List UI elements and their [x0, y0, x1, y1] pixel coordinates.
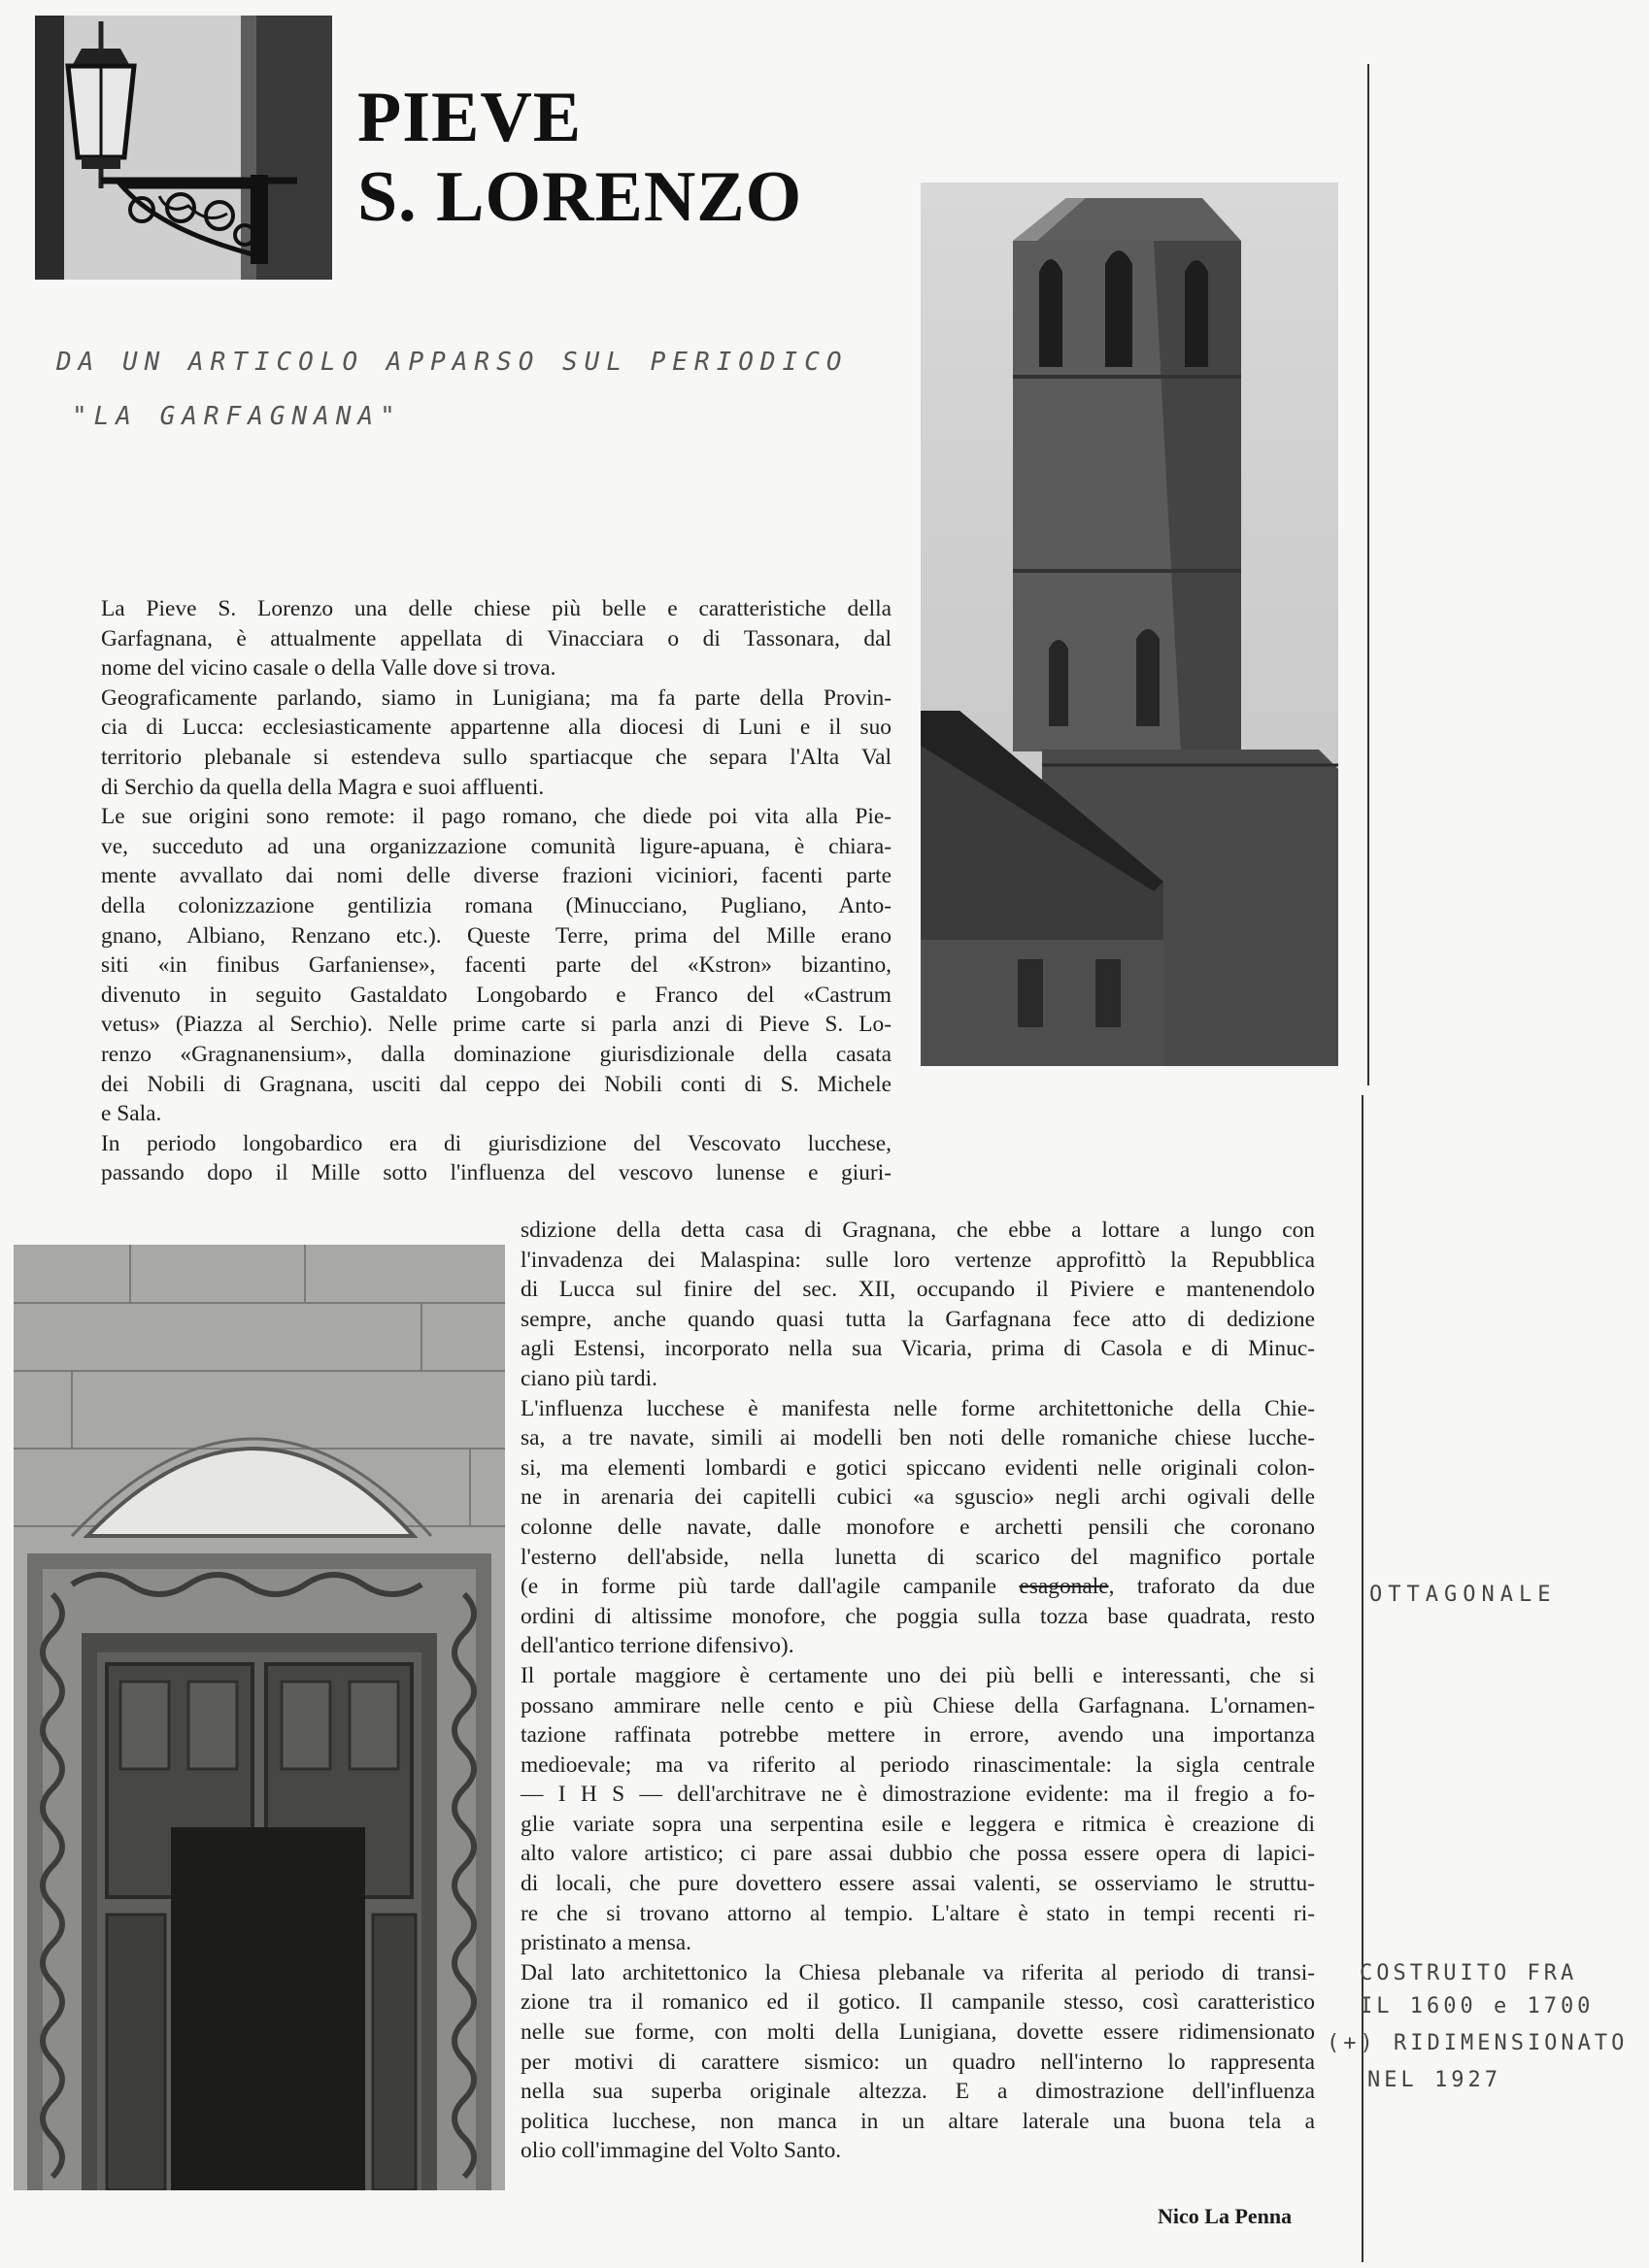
- text-line: dei Nobili di Gragnana, usciti dal ceppo dei Nobili conti di S. Michele: [101, 1071, 892, 1097]
- text-line: Il portale maggiore è certamente uno dei più belli e interessanti, che si: [521, 1662, 1315, 1688]
- text-line: colonne delle navate, dalle monofore e archetti pensili che coronano: [521, 1514, 1315, 1540]
- text-line: siti «in finibus Garfaniense», facenti parte del «Kstron» bizantino,: [101, 952, 892, 979]
- text-line: di Lucca sul finire del sec. XII, occupando il Piviere e mantenendolo: [521, 1277, 1315, 1303]
- handwritten-side-note-4: NEL 1927: [1367, 2068, 1501, 2092]
- text-line: olio coll'immagine del Volto Santo.: [521, 2138, 842, 2164]
- text-line: nella sua superba originale altezza. E a dimostrazione dell'influenza: [521, 2079, 1315, 2105]
- text-line: politica lucchese, non manca in un altare laterale una buona tela a: [521, 2108, 1315, 2134]
- text-line: re che si trovano attorno al tempio. L'altare è stato in tempi recenti ri-: [521, 1900, 1315, 1926]
- margin-rule-bottom: [1362, 1095, 1363, 2262]
- text-line: territorio plebanale si estendeva sullo spartiacque che separa l'Alta Val: [101, 744, 892, 770]
- text-fragment: (e in forme più tarde dall'agile campanile: [521, 1574, 1020, 1600]
- text-line: di Serchio da quella della Magra e suoi affluenti.: [101, 774, 545, 800]
- text-line: ve, succeduto ad una organizzazione comunità ligure-apuana, è chiara-: [101, 833, 892, 859]
- text-line: divenuto in seguito Gastaldato Longobardo e Franco del «Castrum: [101, 982, 892, 1008]
- handwritten-note-line-1: DA UN ARTICOLO APPARSO SUL PERIODICO: [56, 348, 849, 377]
- text-line: ciano più tardi.: [521, 1365, 657, 1391]
- text-line: per motivi di carattere sismico: un quadro nell'interno lo rappresenta: [521, 2049, 1315, 2075]
- text-line: pristinato a mensa.: [521, 1930, 692, 1956]
- margin-rule-top: [1367, 64, 1369, 1085]
- lamp-photo: [35, 16, 332, 280]
- title-line-2: S. LORENZO: [357, 157, 803, 237]
- handwritten-note-line-2: "LA GARFAGNANA": [72, 402, 402, 431]
- text-line: — I H S — dell'architrave ne è dimostrazione evidente: ma il fregio a fo-: [521, 1782, 1315, 1808]
- handwritten-side-note-1: COSTRUITO FRA: [1360, 1961, 1578, 1985]
- article-column-2: [521, 1216, 1315, 2166]
- text-line: tazione raffinata potrebbe mettere in errore, avendo una importanza: [521, 1722, 1315, 1749]
- text-line: gnano, Albiano, Renzano etc.). Queste Terre, prima del Mille erano: [101, 922, 892, 949]
- text-line: renzo «Gragnanensium», dalla dominazione giurisdizionale della casata: [101, 1041, 892, 1067]
- bell-tower-illustration: [921, 183, 1338, 1066]
- text-line: e Sala.: [101, 1101, 162, 1127]
- text-line: cia di Lucca: ecclesiasticamente appartenne alla diocesi di Luni e il suo: [101, 715, 892, 741]
- text-line: La Pieve S. Lorenzo una delle chiese più belle e caratteristiche della: [101, 596, 892, 621]
- text-line: vetus» (Piazza al Serchio). Nelle prime carte si parla anzi di Pieve S. Lo-: [101, 1012, 892, 1038]
- text-line: zione tra il romanico ed il gotico. Il campanile stesso, così caratteristico: [521, 1989, 1315, 2016]
- text-line: passando dopo il Mille sotto l'influenza del vescovo lunense e giuri-: [101, 1160, 892, 1186]
- text-line: l'invadenza dei Malaspina: sulle loro vertenze approfittò la Repubblica: [521, 1247, 1315, 1273]
- text-line: ordini di altissime monofore, che poggia sulla tozza base quadrata, resto: [521, 1603, 1315, 1629]
- text-line: dell'antico terrione difensivo).: [521, 1633, 794, 1659]
- text-line: Le sue origini sono remote: il pago romano, che diede poi vita alla Pie-: [101, 804, 892, 830]
- text-line-strike: [521, 1572, 1315, 1602]
- text-line: mente avvallato dai nomi delle diverse frazioni viciniori, facenti parte: [101, 863, 892, 889]
- text-line: l'esterno dell'abside, nella lunetta di scarico del magnifico portale: [521, 1544, 1315, 1570]
- text-line: Geograficamente parlando, siamo in Lunigiana; ma fa parte della Provin-: [101, 684, 892, 711]
- text-line: glie variate sopra una serpentina esile e leggera e ritmica è creazione di: [521, 1811, 1315, 1837]
- text-line: Garfagnana, è attualmente appellata di Vinacciara o di Tassonara, dal: [101, 625, 892, 651]
- author-signature: Nico La Penna: [1158, 2204, 1293, 2228]
- text-line: sdizione della detta casa di Gragnana, che ebbe a lottare a lungo con: [521, 1217, 1315, 1243]
- text-line: nome del vicino casale o della Valle dove si trova.: [101, 655, 556, 682]
- text-line: L'influenza lucchese è manifesta nelle forme architettoniche della Chie-: [521, 1395, 1315, 1421]
- handwritten-side-note-3: (+) RIDIMENSIONATO: [1327, 2031, 1629, 2055]
- text-line: nelle sue forme, con molti della Lunigiana, dovette essere ridimensionato: [521, 2019, 1315, 2046]
- text-line: agli Estensi, incorporato nella sua Vicaria, prima di Casola e di Minuc-: [521, 1336, 1315, 1362]
- text-fragment: , traforato da due: [1108, 1574, 1315, 1600]
- portal-photo: [14, 1245, 505, 2190]
- text-line: di locali, che pure dovettero essere assai valenti, se osserviamo le struttu-: [521, 1871, 1315, 1897]
- handwritten-side-note-2: IL 1600 e 1700: [1360, 1994, 1595, 2018]
- struck-word: esagonale: [1019, 1574, 1109, 1600]
- text-line: medioevale; ma va riferito al periodo rinascimentale: la sigla centrale: [521, 1751, 1315, 1778]
- handwritten-ottagonale: OTTAGONALE: [1369, 1583, 1557, 1607]
- title-line-1: PIEVE: [357, 78, 583, 157]
- article-column-1: [101, 594, 892, 1188]
- text-line: In periodo longobardico era di giurisdizione del Vescovato lucchese,: [101, 1130, 892, 1156]
- text-line: della colonizzazione gentilizia romana (Minucciano, Pugliano, Anto-: [101, 892, 892, 918]
- text-line: sa, a tre navate, simili ai modelli ben noti delle romaniche chiese lucche-: [521, 1425, 1315, 1451]
- text-line: sempre, anche quando quasi tutta la Garfagnana fece atto di dedizione: [521, 1306, 1315, 1332]
- street-lamp-illustration: [35, 16, 332, 280]
- text-line: si, ma elementi lombardi e gotici spiccano evidenti nelle originali colon-: [521, 1454, 1315, 1481]
- page-title: [357, 78, 802, 237]
- text-line: Dal lato architettonico la Chiesa plebanale va riferita al periodo di transi-: [521, 1959, 1315, 1985]
- text-line: alto valore artistico; ci pare assai dubbio che possa essere opera di lapici-: [521, 1841, 1315, 1867]
- portal-illustration: [14, 1245, 505, 2190]
- text-line: possano ammirare nelle cento e più Chiese della Garfagnana. L'ornamen-: [521, 1692, 1315, 1718]
- bell-tower-photo: [921, 183, 1338, 1066]
- text-line: ne in arenaria dei capitelli cubici «a sguscio» negli archi ogivali delle: [521, 1484, 1315, 1511]
